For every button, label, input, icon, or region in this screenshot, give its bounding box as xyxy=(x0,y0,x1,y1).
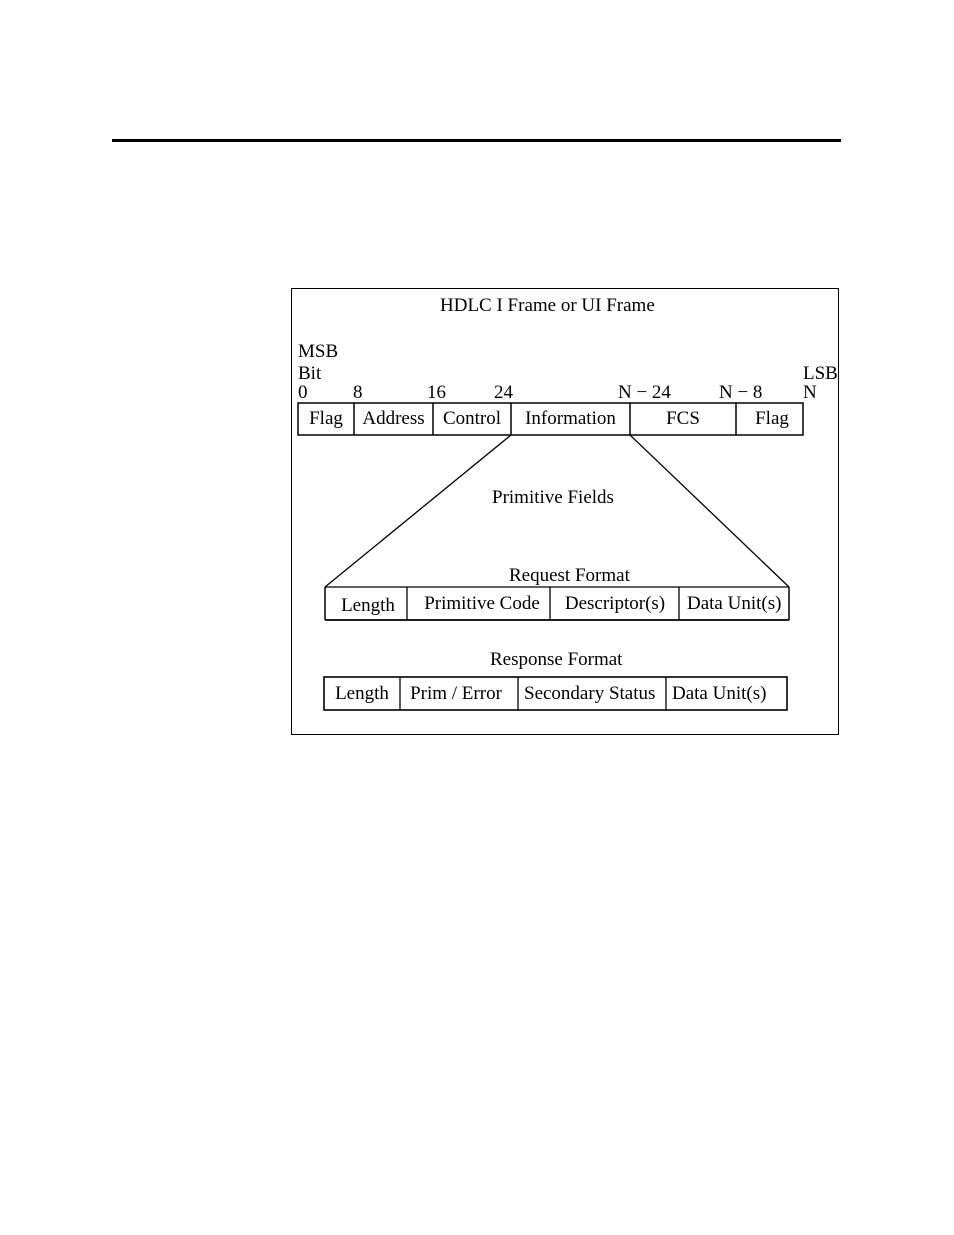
request-field-data-units: Data Unit(s) xyxy=(687,593,782,614)
response-field-length: Length xyxy=(335,683,389,704)
diagram-title: HDLC I Frame or UI Frame xyxy=(440,295,655,316)
expansion-line-left xyxy=(325,435,511,587)
bit-marker: N − 8 xyxy=(719,382,763,403)
bit-marker: N xyxy=(803,382,817,403)
primitive-fields-label: Primitive Fields xyxy=(492,487,614,508)
response-field-data-units: Data Unit(s) xyxy=(672,683,767,704)
response-field-prim-error: Prim / Error xyxy=(410,683,502,704)
lsb-label: LSB xyxy=(803,363,838,384)
bit-marker: 24 xyxy=(494,382,513,403)
bit-marker: 8 xyxy=(353,382,363,403)
hdlc-field-fcs: FCS xyxy=(666,408,700,429)
response-field-secondary-status: Secondary Status xyxy=(524,683,656,704)
request-field-primitive-code: Primitive Code xyxy=(424,593,540,614)
hdlc-field-information: Information xyxy=(525,408,616,429)
bit-marker: 16 xyxy=(427,382,446,403)
request-field-length: Length xyxy=(341,595,395,616)
request-field-descriptors: Descriptor(s) xyxy=(564,593,666,614)
hdlc-field-address: Address xyxy=(362,408,425,429)
bit-marker: 0 xyxy=(298,382,308,403)
request-format-label: Request Format xyxy=(509,565,630,586)
hdlc-field-flag-end: Flag xyxy=(755,408,789,429)
hdlc-field-control: Control xyxy=(442,408,502,429)
bit-marker: N − 24 xyxy=(618,382,671,403)
msb-label: MSB xyxy=(298,341,339,362)
expansion-line-right xyxy=(630,435,789,587)
response-format-label: Response Format xyxy=(490,649,623,670)
hdlc-field-flag: Flag xyxy=(309,408,343,429)
bit-label: Bit xyxy=(298,363,322,384)
